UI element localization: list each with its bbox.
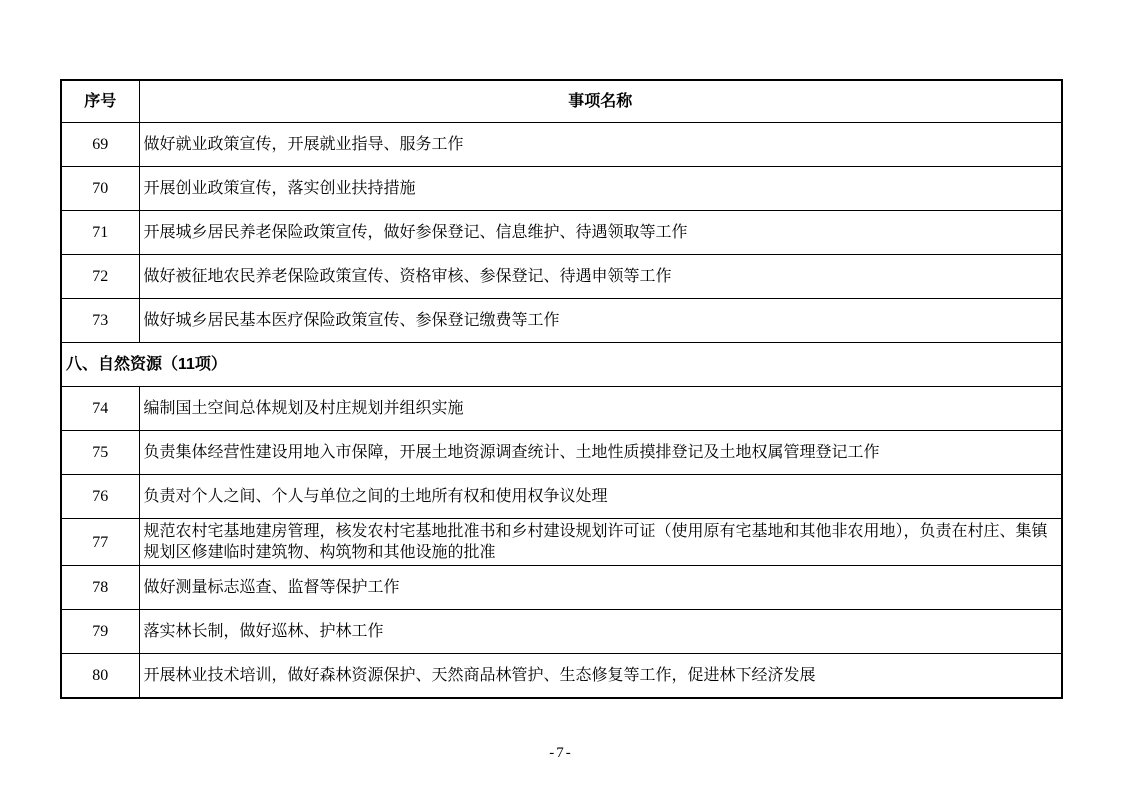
item-name: 做好就业政策宣传，开展就业指导、服务工作 [139, 123, 1062, 167]
item-number: 77 [61, 519, 139, 566]
item-name: 开展林业技术培训，做好森林资源保护、天然商品林管护、生态修复等工作，促进林下经济发展 [139, 654, 1062, 699]
table-row [61, 123, 1062, 167]
item-name: 做好被征地农民养老保险政策宣传、资格审核、参保登记、待遇申领等工作 [139, 255, 1062, 299]
item-number: 79 [61, 610, 139, 654]
section-row [61, 343, 1062, 387]
page-number: -7- [549, 745, 573, 761]
table-row [61, 431, 1062, 475]
table-row [61, 255, 1062, 299]
table-row [61, 475, 1062, 519]
item-number: 75 [61, 431, 139, 475]
item-name: 规范农村宅基地建房管理，核发农村宅基地批准书和乡村建设规划许可证（使用原有宅基地和其他非农用地），负责在村庄、集镇规划区修建临时建筑物、构筑物和其他设施的批准 [139, 519, 1062, 566]
header-cell-item-name: 事项名称 [139, 80, 1062, 123]
item-number: 70 [61, 167, 139, 211]
item-number: 74 [61, 387, 139, 431]
table-row [61, 387, 1062, 431]
items-table [60, 79, 1063, 699]
item-number: 71 [61, 211, 139, 255]
table-header-row [61, 80, 1062, 123]
item-name: 做好城乡居民基本医疗保险政策宣传、参保登记缴费等工作 [139, 299, 1062, 343]
header-cell-number: 序号 [61, 80, 139, 123]
item-name: 负责对个人之间、个人与单位之间的土地所有权和使用权争议处理 [139, 475, 1062, 519]
table-row [61, 566, 1062, 610]
item-number: 72 [61, 255, 139, 299]
item-name: 开展城乡居民养老保险政策宣传，做好参保登记、信息维护、待遇领取等工作 [139, 211, 1062, 255]
item-number: 69 [61, 123, 139, 167]
table-row [61, 167, 1062, 211]
item-number: 78 [61, 566, 139, 610]
item-name: 开展创业政策宣传，落实创业扶持措施 [139, 167, 1062, 211]
item-number: 80 [61, 654, 139, 699]
table-row [61, 519, 1062, 566]
item-name: 负责集体经营性建设用地入市保障，开展土地资源调查统计、土地性质摸排登记及土地权属管理登记工作 [139, 431, 1062, 475]
item-number: 76 [61, 475, 139, 519]
item-name: 编制国土空间总体规划及村庄规划并组织实施 [139, 387, 1062, 431]
table-row [61, 211, 1062, 255]
table-row [61, 654, 1062, 699]
table-row [61, 299, 1062, 343]
item-name: 做好测量标志巡查、监督等保护工作 [139, 566, 1062, 610]
section-label: 八、自然资源（11项） [61, 343, 1062, 387]
item-number: 73 [61, 299, 139, 343]
item-name: 落实林长制，做好巡林、护林工作 [139, 610, 1062, 654]
table-row [61, 610, 1062, 654]
